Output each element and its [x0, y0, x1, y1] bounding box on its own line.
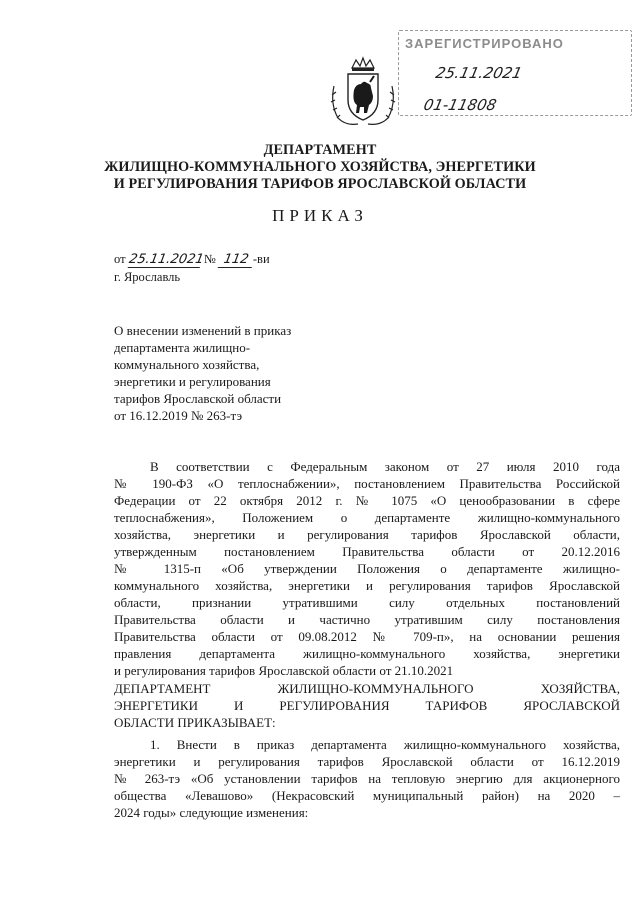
- body-line: № 190-ФЗ «О теплоснабжении», постановлением Правительства Российской: [114, 476, 620, 491]
- body-line: хозяйства, энергетики и регулирования тарифов Ярославской области,: [114, 527, 620, 542]
- body-line: Федерации от 22 октября 2012 г. № 1075 «О ценообразовании в сфере: [114, 493, 620, 508]
- body-line: общества «Левашово» (Некрасовский муниципальный район) на 2020 –: [114, 788, 620, 803]
- subject-line: тарифов Ярославской области: [114, 391, 282, 406]
- body-line: 2024 годы» следующие изменения:: [114, 805, 309, 820]
- subject-line: О внесении изменений в приказ: [114, 323, 292, 338]
- body-line: энергетики и регулирования тарифов Ярославской области от 16.12.2019: [114, 754, 620, 769]
- order-date-number-line: [114, 252, 270, 268]
- body-line: теплоснабжения», Положением о департаменте жилищно-коммунального: [114, 510, 620, 525]
- order-number: 112: [218, 253, 255, 268]
- body-line: № 263-тэ «Об установлении тарифов на тепловую энергию для акционерного: [114, 771, 620, 786]
- subject-line: от 16.12.2019 № 263-тэ: [114, 408, 243, 423]
- order-subject: [114, 322, 364, 424]
- order-city: г. Ярославль: [114, 270, 181, 284]
- order-from-label: от: [114, 252, 126, 266]
- subject-line: энергетики и регулирования: [114, 374, 271, 389]
- order-title: ПРИКАЗ: [272, 206, 368, 225]
- body-line: правления департамента жилищно-коммунального хозяйства, энергетики: [114, 646, 620, 661]
- body-line: № 1315-п «Об утверждении Положения о департаменте жилищно-: [114, 561, 620, 576]
- stamp-header: ЗАРЕГИСТРИРОВАНО: [405, 36, 564, 51]
- stamp-date: 25.11.2021: [434, 64, 524, 82]
- order-date: 25.11.2021: [127, 252, 205, 267]
- stamp-number: 01-11808: [422, 96, 499, 114]
- body-line: и регулирования тарифов Ярославской области от 21.10.2021: [114, 663, 454, 678]
- subject-line: департамента жилищно-: [114, 340, 251, 355]
- order-number-label: №: [203, 252, 216, 266]
- body-line: 1. Внести в приказ департамента жилищно-коммунального хозяйства,: [150, 737, 620, 752]
- body-line: области, признании утратившими силу отдельных постановлений: [114, 595, 620, 610]
- department-heading-line-1: ДЕПАРТАМЕНТ: [263, 142, 377, 158]
- department-heading-line-3: И РЕГУЛИРОВАНИЯ ТАРИФОВ ЯРОСЛАВСКОЙ ОБЛАСТИ: [113, 176, 527, 192]
- body-line: утвержденным постановлением Правительства области от 20.12.2016: [114, 544, 620, 559]
- body-line: Правительства области и частично утратившим силу постановления: [114, 612, 620, 627]
- decree-line: ДЕПАРТАМЕНТ ЖИЛИЩНО-КОММУНАЛЬНОГО ХОЗЯЙСТВА,: [114, 681, 620, 696]
- body-line: В соответствии с Федеральным законом от 27 июля 2010 года: [150, 459, 620, 474]
- body-line: Правительства области от 09.08.2012 № 709-п», на основании решения: [114, 629, 620, 644]
- subject-line: коммунального хозяйства,: [114, 357, 260, 372]
- decree-line: ЭНЕРГЕТИКИ И РЕГУЛИРОВАНИЯ ТАРИФОВ ЯРОСЛАВСКОЙ: [114, 698, 620, 713]
- decree-line: ОБЛАСТИ ПРИКАЗЫВАЕТ:: [114, 715, 276, 730]
- coat-of-arms-emblem: [328, 56, 398, 128]
- department-heading-line-2: ЖИЛИЩНО-КОММУНАЛЬНОГО ХОЗЯЙСТВА, ЭНЕРГЕТИКИ: [104, 159, 536, 175]
- order-number-suffix: -ви: [252, 252, 270, 266]
- body-line: коммунального хозяйства, энергетики и регулирования тарифов Ярославской: [114, 578, 620, 593]
